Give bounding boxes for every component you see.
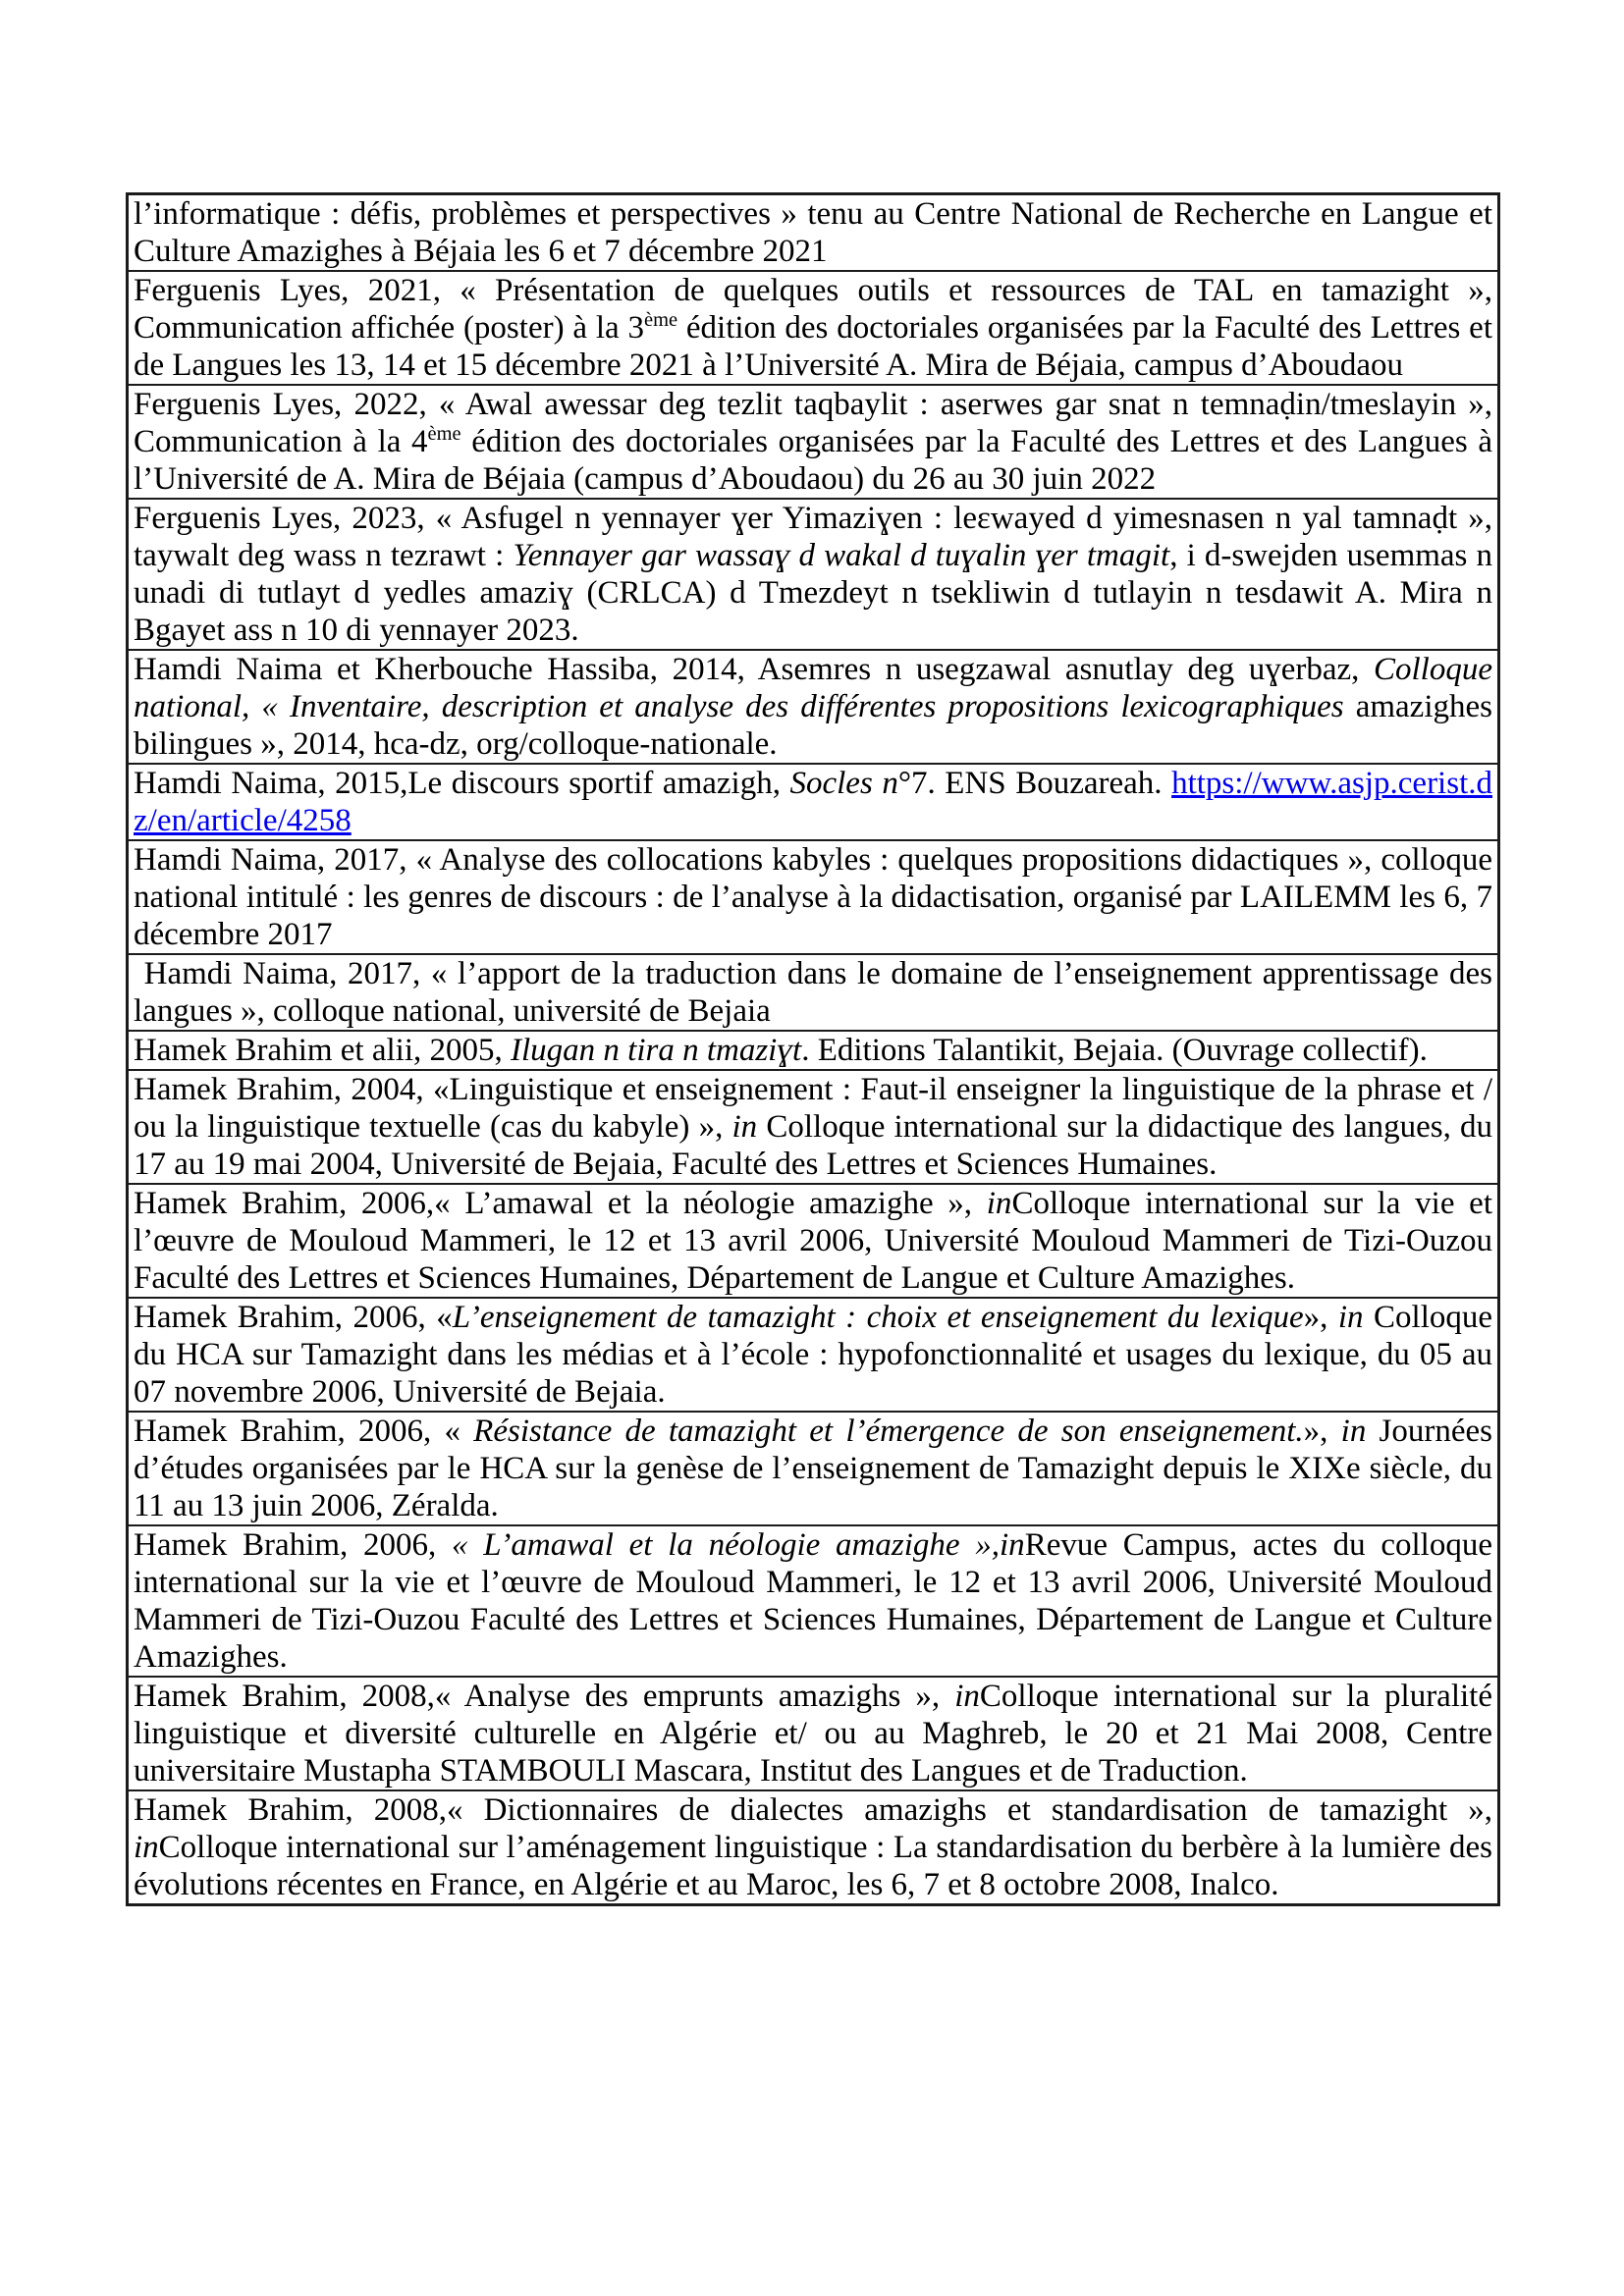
reference-text-run: », bbox=[1303, 1300, 1338, 1335]
references-table bbox=[126, 192, 1500, 1906]
reference-text-run: Hamek Brahim, 2006, bbox=[134, 1527, 453, 1563]
italic-text-run: Socles n bbox=[789, 766, 898, 801]
reference-row bbox=[129, 1411, 1497, 1524]
reference-text-run: Ferguenis Lyes, 2022, « Awal awessar deg tezlit taqbaylit : aserwes gar snat n temnaḍin/tmeslayin », Communication à la 4 bbox=[134, 387, 1492, 459]
reference-text-run: Hamek Brahim, 2006, « bbox=[134, 1300, 453, 1335]
reference-row bbox=[129, 649, 1497, 763]
reference-text-run: édition des doctoriales organisées par la Faculté des Lettres et des Langues à l’Université de A. Mira de Béjaia (campus d’Aboudaou) du 26 au 30 juin 2022 bbox=[134, 424, 1493, 497]
italic-text-run: Résistance de tamazight et l’émergence de son enseignement. bbox=[473, 1414, 1304, 1449]
italic-text-run: in bbox=[1337, 1300, 1364, 1335]
reference-row bbox=[129, 498, 1497, 649]
superscript-text: ème bbox=[644, 309, 678, 331]
reference-text-run: Hamdi Naima, 2015,Le discours sportif amazigh, bbox=[134, 766, 790, 801]
reference-text-run: amazighes bilingues », 2014, hca-dz, org/colloque-nationale. bbox=[134, 689, 1492, 762]
reference-row bbox=[129, 839, 1497, 953]
reference-text-run: Revue Campus, actes du colloque international sur la vie et l’œuvre de Mouloud Mammeri, le 12 et 13 avril 2006, Université Mouloud Mammeri de Tizi-Ouzou Faculté des Lettres et Sciences Humaines, Département de Langue et Culture Amazighes. bbox=[134, 1527, 1492, 1675]
reference-row bbox=[129, 953, 1497, 1030]
reference-text-run: Colloque international sur la pluralité linguistique et diversité culturelle en Algérie et/ ou au Maghreb, le 20 et 21 Mai 2008, Centre universitaire Mustapha STAMBOULI Mascara, Institut des Langues et de Traduction. bbox=[134, 1679, 1492, 1789]
italic-text-run: in bbox=[954, 1679, 980, 1714]
italic-text-run: in bbox=[986, 1186, 1012, 1221]
reference-text-run: Hamek Brahim, 2006, « bbox=[134, 1414, 474, 1449]
reference-text-run: Colloque international sur l’aménagement linguistique : La standardisation du berbère à la lumière des évolutions récentes en France, en Algérie et au Maroc, les 6, 7 et 8 octobre 2008, Inalco. bbox=[134, 1830, 1492, 1902]
reference-text-run: », bbox=[1303, 1414, 1341, 1449]
reference-text-run: Ferguenis Lyes, 2021, « Présentation de quelques outils et ressources de TAL en tamazight », Communication affichée (poster) à la 3 bbox=[134, 273, 1492, 346]
reference-row bbox=[129, 195, 1497, 270]
reference-row bbox=[129, 1183, 1497, 1297]
reference-text-run: Colloque du HCA sur Tamazight dans les médias et à l’école : hypofonctionnalité et usages du lexique, du 05 au 07 novembre 2006, Université de Bejaia. bbox=[134, 1300, 1493, 1410]
reference-text-run: Hamdi Naima et Kherbouche Hassiba, 2014, Asemres n usegzawal asnutlay deg uɣerbaz, bbox=[134, 652, 1374, 687]
reference-text-run: Hamek Brahim, 2008,« Analyse des emprunts amazighs », bbox=[134, 1679, 955, 1714]
reference-row bbox=[129, 1030, 1497, 1069]
italic-text-run: Colloque national, « Inventaire, description et analyse des différentes propositions lexicographiques bbox=[134, 652, 1492, 724]
reference-row bbox=[129, 1297, 1497, 1411]
italic-text-run: in bbox=[134, 1830, 159, 1865]
reference-text-run: , i d-swejden usemmas n unadi di tutlayt d yedles amaziɣ (CRLCA) d Tmezdeyt n tsekliwin d tutlayin n tesdawit A. Mira n Bgayet ass n 10 di yennayer 2023. bbox=[134, 538, 1493, 648]
reference-row bbox=[129, 763, 1497, 839]
reference-text-run: . Editions Talantikit, Bejaia. (Ouvrage collectif). bbox=[801, 1033, 1428, 1068]
reference-text-run: Hamek Brahim, 2004, «Linguistique et enseignement : Faut-il enseigner la linguistique de la phrase et / ou la linguistique textuelle (cas du kabyle) », bbox=[134, 1072, 1492, 1145]
reference-text-run: Hamdi Naima, 2017, « Analyse des collocations kabyles : quelques propositions didactiques », colloque national intitulé : les genres de discours : de l’analyse à la didactisation, organisé par LAILEMM les 6, 7 décembre 2017 bbox=[134, 842, 1492, 952]
italic-text-run: L’enseignement de tamazight : choix et enseignement du lexique bbox=[452, 1300, 1304, 1335]
reference-text-run: Colloque international sur la didactique des langues, du 17 au 19 mai 2004, Université de Bejaia, Faculté des Lettres et Sciences Humaines. bbox=[134, 1109, 1493, 1182]
reference-text-run: Journées d’études organisées par le HCA sur la genèse de l’enseignement de Tamazight depuis le XIXe siècle, du 11 au 13 juin 2006, Zéralda. bbox=[134, 1414, 1493, 1523]
italic-text-run: Yennayer gar wassaɣ d wakal d tuɣalin ɣer tmagit bbox=[513, 538, 1170, 573]
reference-row bbox=[129, 270, 1497, 384]
article-link[interactable]: https://www.asjp.cerist.dz/en/article/4258 bbox=[134, 766, 1492, 838]
italic-text-run: Ilugan n tira n tmaziɣt bbox=[511, 1033, 802, 1068]
reference-text-run: édition des doctoriales organisées par la Faculté des Lettres et de Langues les 13, 14 et 15 décembre 2021 à l’Université A. Mira de Béjaia, campus d’Aboudaou bbox=[134, 310, 1492, 383]
reference-text-run: Hamek Brahim, 2008,« Dictionnaires de dialectes amazighs et standardisation de tamazight », bbox=[134, 1792, 1492, 1828]
italic-text-run: « L’amawal et la néologie amazighe »,in bbox=[452, 1527, 1025, 1563]
italic-text-run: in bbox=[731, 1109, 758, 1145]
reference-row bbox=[129, 384, 1497, 498]
reference-row bbox=[129, 1676, 1497, 1789]
reference-text-run: °7. ENS Bouzareah. bbox=[897, 766, 1172, 801]
reference-text-run: Hamek Brahim et alii, 2005, bbox=[134, 1033, 511, 1068]
reference-row bbox=[129, 1524, 1497, 1676]
reference-text-run: l’informatique : défis, problèmes et perspectives » tenu au Centre National de Recherche en Langue et Culture Amazighes à Béjaia les 6 et 7 décembre 2021 bbox=[134, 196, 1492, 269]
superscript-text: ème bbox=[427, 423, 461, 445]
reference-text-run: Hamek Brahim, 2006,« L’amawal et la néologie amazighe », bbox=[134, 1186, 987, 1221]
reference-row bbox=[129, 1789, 1497, 1903]
reference-text-run: Hamdi Naima, 2017, « l’apport de la traduction dans le domaine de l’enseignement apprentissage des langues », colloque national, université de Bejaia bbox=[134, 956, 1492, 1029]
reference-row bbox=[129, 1069, 1497, 1183]
italic-text-run: in bbox=[1340, 1414, 1367, 1449]
reference-text-run: Colloque international sur la vie et l’œuvre de Mouloud Mammeri, le 12 et 13 avril 2006, Université Mouloud Mammeri de Tizi-Ouzou Faculté des Lettres et Sciences Humaines, Département de Langue et Culture Amazighes. bbox=[134, 1186, 1492, 1296]
reference-text-run: Ferguenis Lyes, 2023, « Asfugel n yennayer ɣer Yimaziɣen : leɛwayed d yimesnasen n yal tamnaḍt », taywalt deg wass n tezrawt : bbox=[134, 501, 1492, 573]
